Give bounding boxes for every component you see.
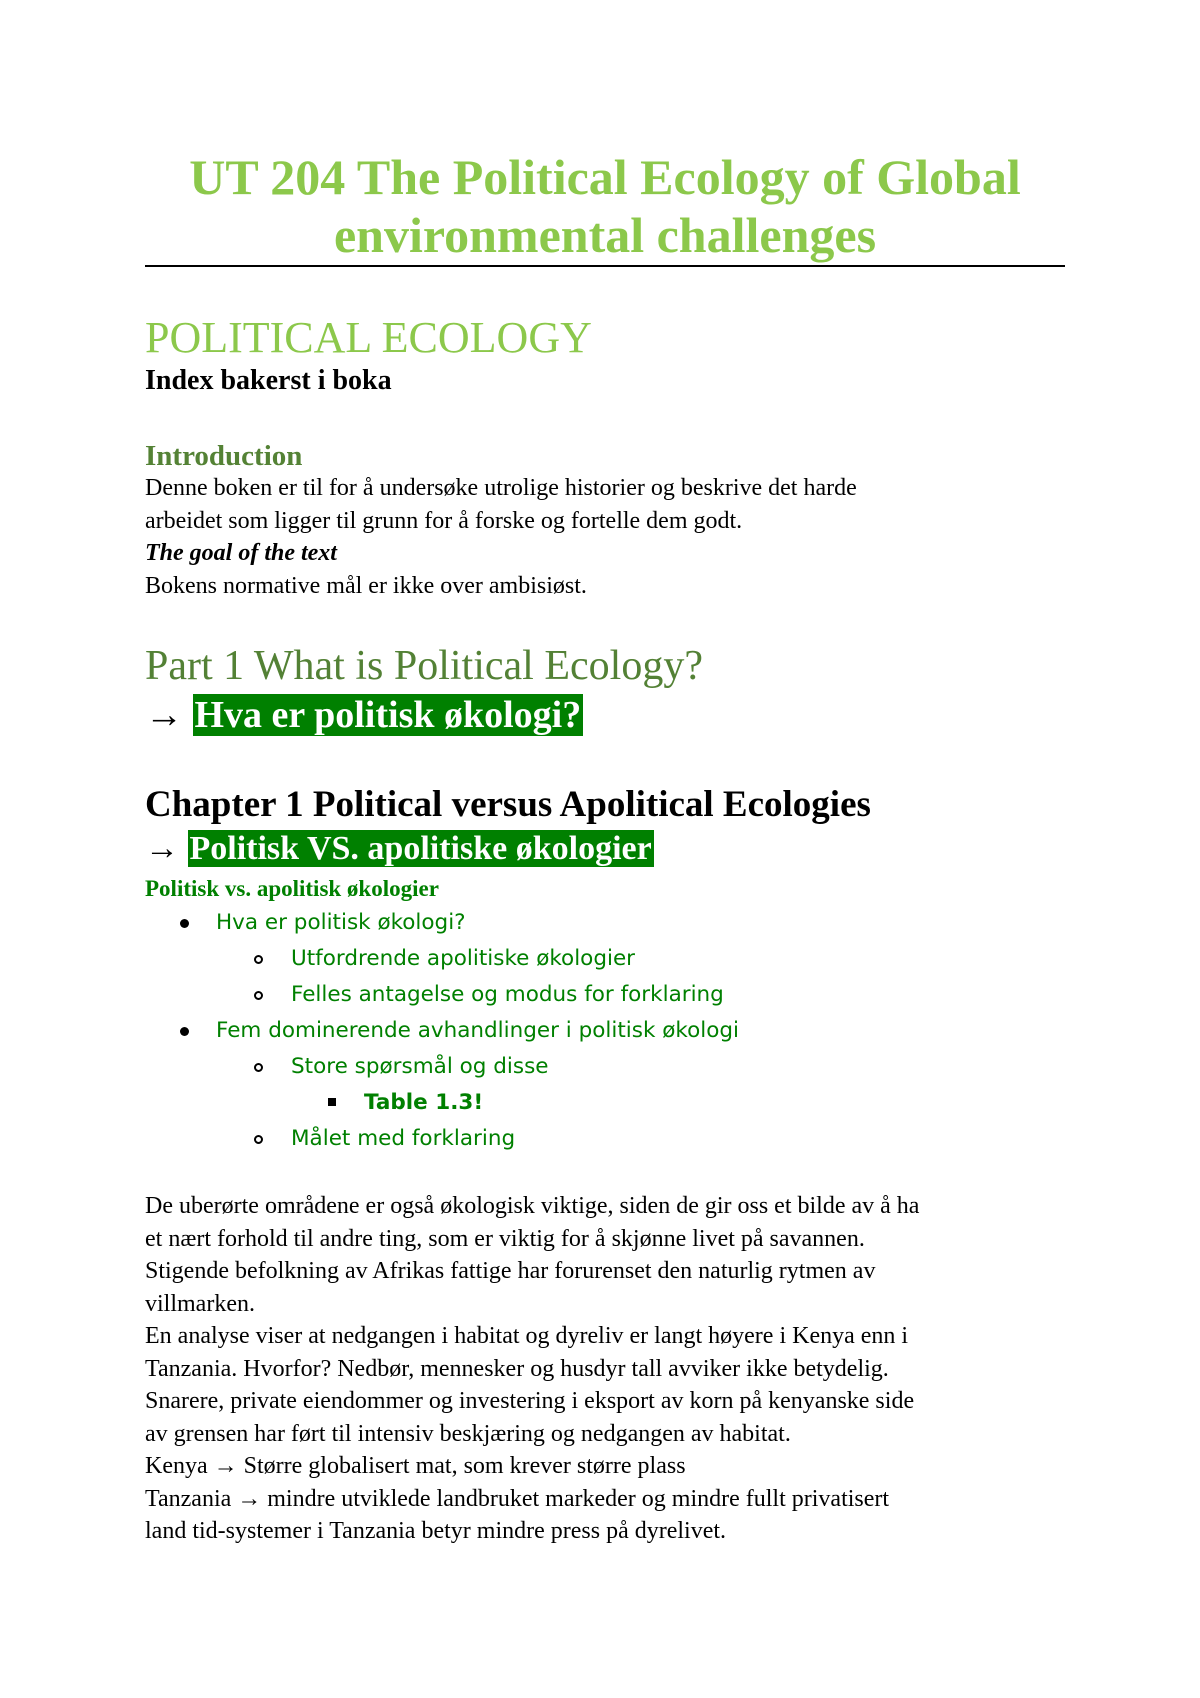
- intro-line: arbeidet som ligger til grunn for å forske og fortelle dem godt.: [145, 507, 743, 534]
- index-note: Index bakerst i boka: [145, 365, 392, 396]
- paragraph-line: villmarken.: [145, 1290, 255, 1317]
- goal-label: The goal of the text: [145, 540, 337, 566]
- intro-line: Denne boken er til for å undersøke utrolige historier og beskrive det harde: [145, 475, 857, 501]
- paragraph-line: Kenya → Større globalisert mat, som krever større plass: [145, 1453, 686, 1479]
- paragraph-line: land tid-systemer i Tanzania betyr mindre press på dyrelivet.: [145, 1518, 727, 1544]
- paragraph-line: Snarere, private eiendommer og investering i eksport av korn på kenyanske side: [145, 1388, 915, 1414]
- paragraph-line: et nært forhold til andre ting, som er viktig for å skjønne livet på savannen.: [145, 1225, 865, 1252]
- part-1-translation: Hva er politisk økologi?: [194, 694, 582, 736]
- bullet-square-icon: [328, 1098, 336, 1106]
- outline-item-level-1: Hva er politisk økologi?: [216, 910, 466, 935]
- title-line-1: UT 204 The Political Ecology of Global: [189, 149, 1021, 205]
- outline-item-level-2: Utfordrende apolitiske økologier: [291, 946, 636, 971]
- outline-item-level-2: Store spørsmål og disse: [291, 1054, 549, 1079]
- bullet-ring-icon: [254, 955, 263, 964]
- document-title: [145, 148, 1065, 264]
- bullet-ring-icon: [254, 1063, 263, 1072]
- paragraph-line: Stigende befolkning av Afrikas fattige har forurenset den naturlig rytmen av: [145, 1258, 876, 1284]
- goal-text: Bokens normative mål er ikke over ambisiøst.: [145, 572, 587, 599]
- outline-item-level-3: Table 1.3!: [364, 1090, 484, 1115]
- bullet-dot-icon: [180, 1027, 189, 1036]
- outline-item-level-2: Målet med forklaring: [291, 1126, 516, 1151]
- paragraph-line: En analyse viser at nedgangen i habitat og dyreliv er langt høyere i Kenya enn i: [145, 1323, 909, 1349]
- introduction-heading: Introduction: [145, 440, 303, 472]
- outline-item-level-1: Fem dominerende avhandlinger i politisk økologi: [216, 1018, 739, 1043]
- paragraph-line: Tanzania → mindre utviklede landbruket markeder og mindre fullt privatisert: [145, 1485, 890, 1512]
- chapter-1-heading: Chapter 1 Political versus Apolitical Ecologies: [145, 784, 871, 825]
- chapter-1-subheading: Politisk vs. apolitisk økologier: [145, 876, 439, 901]
- title-underline: [145, 265, 1065, 267]
- introduction-body: [145, 472, 1075, 602]
- part-1-heading: Part 1 What is Political Ecology?: [145, 643, 703, 689]
- bullet-ring-icon: [254, 991, 263, 1000]
- part-1-translation-line: [145, 692, 583, 738]
- chapter-1-translation-line: [145, 828, 654, 870]
- bullet-dot-icon: [180, 919, 189, 928]
- arrow-icon: →: [145, 694, 183, 736]
- section-heading: POLITICAL ECOLOGY: [145, 313, 592, 362]
- paragraph-line: av grensen har ført til intensiv beskjæring og nedgangen av habitat.: [145, 1420, 791, 1447]
- paragraph-line: De uberørte områdene er også økologisk viktige, siden de gir oss et bilde av å ha: [145, 1193, 920, 1219]
- paragraph-line: Tanzania. Hvorfor? Nedbør, mennesker og husdyr tall avviker ikke betydelig.: [145, 1355, 889, 1382]
- outline-item-level-2: Felles antagelse og modus for forklaring: [291, 982, 724, 1007]
- chapter-1-translation: Politisk VS. apolitiske økologier: [189, 830, 652, 867]
- title-line-2: environmental challenges: [333, 207, 877, 263]
- arrow-icon: →: [145, 830, 179, 867]
- analysis-paragraph: [145, 1190, 1075, 1548]
- bullet-ring-icon: [254, 1135, 263, 1144]
